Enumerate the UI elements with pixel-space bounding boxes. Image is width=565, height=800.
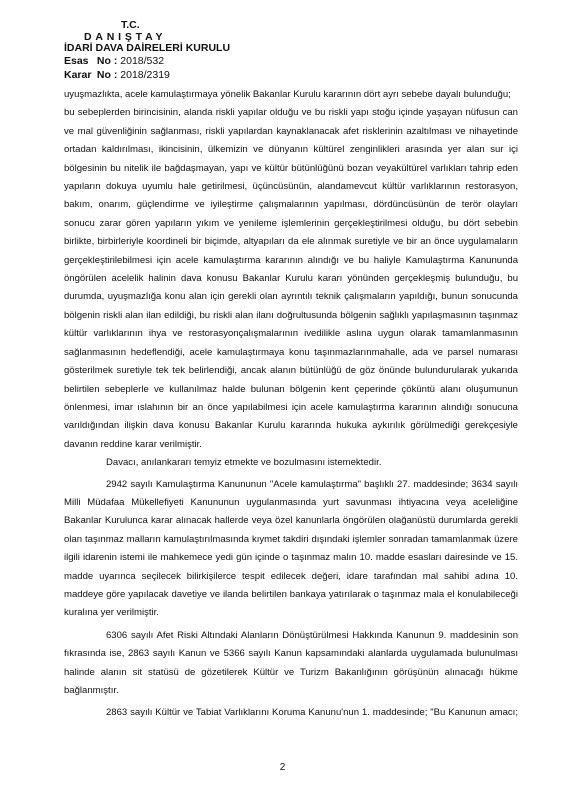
body-paragraph-5: 6306 sayılı Afet Riski Altındaki Alanların Dönüştürülmesi Hakkında Kanunun 9. maddesinin son fıkrasında ise, 2863 sayılı Kanun ve 5366 sayılı Kanun kapsamındaki alanlarda uygulamada bulunulması halinde alanın sit statüsü de gözetilerek Kültür ve Turizm Bakanlığının görüşünün alınacağı hükme bağlanmıştır. [64, 629, 518, 696]
header-danistay: DANIŞTAY [84, 31, 167, 43]
esas-no-label: No : [96, 55, 118, 67]
page-number: 2 [279, 762, 286, 773]
karar-number: 2018/2319 [120, 69, 170, 81]
body-paragraph-6: 2863 sayılı Kültür ve Tabiat Varlıklarını Koruma Kanunu'nun 1. maddesinde; "Bu Kanunun amacı; [106, 707, 518, 719]
document-body [64, 86, 518, 723]
esas-row [64, 55, 164, 67]
body-paragraph-4: 2942 sayılı Kamulaştırma Kanununun "Acele kamulaştırma" başlıklı 27. maddesinde; 3634 sayılı Milli Müdafaa Mükellefiyeti Kanununun uygulanmasında yurt savunması ihtiyacına veya aceleliğine Bakanlar Kurulunca karar alınacak hallerde veya özel kanunlarla öngörülen olağanüstü durumlarda gerekli olan taşınmaz malların kamulaştırılmasında kıymet takdiri dışındaki işlemler sonradan tamamlanmak üzere ilgili idarenin istemi ile mahkemece yedi gün içinde o taşınmaz malın 10. madde esasları dairesinde ve 15. madde uyarınca seçilecek bilirkişilerce tespit edilecek değeri, idare tarafından mal sahibi adına 10. maddeye göre yapılacak davetiye ve ilanda belirtilen bankaya yatırılarak o taşınmaz mala el konulabileceği kuralına yer verilmiştir. [64, 478, 518, 619]
header-kurul: İDARİ DAVA DAİRELERİ KURULU [64, 42, 231, 54]
body-paragraph-2: bu sebeplerden birincisinin, alanda riskli yapılar olduğu ve bu riskli yapı stoğu içinde yaşayan nüfusun can ve mal güvenliğinin sağlanması, riskli yapılardan kaynaklanacak afet risklerinin azaltılması ve nihayetinde ortadan kaldırılması, ikincisinin, ülkemizin ve dünyanın kültürel zenginlikleri arasında yer alan sur içi bölgesinin bu nitelik ile bağdaşmayan, yapı ve kültür bütünlüğünü bozan veyakültürel varlıkları tahrip eden yapıların dokuya uyumlu hale getirilmesi, üçüncüsünün, alandamevcut kültür varlıklarının restorasyon, bakım, onarım, güçlendirme ve iyileştirme çalışmalarının yapılması, dördüncüsünün de terör olayları sonucu zarar gören yapıların yıkım ve yenileme işlemlerinin gerçekleştirilmesi olduğu, bu dört sebebin birlikte, birbirleriyle koordineli bir biçimde, altyapıları da ele alınmak suretiyle ve bir an önce uygulamaların gerçekleştirilebilmesi için acele kamulaştırma kararının alındığı ve bu haliyle Kamulaştırma Kanununda öngörülen acelelik halinin dava konusu Bakanlar Kurulu kararı yönünden gerçekleşmiş bulunduğu, bu durumda, uyuşmazlığa konu alan için gerekli olan ayrıntılı teknik çalışmaların yapıldığı, bunun sonucunda bölgenin riskli alan ilan edildiği, bu riskli alan ilanı doğrultusunda bölgenin sağlıklı yapılaşmasının taşınmaz kültür varlıklarının ihya ve restorasyonçalışmalarının ivedilikle aslına uygun olarak tamamlanmasının sağlanmasının hedeflendiği, acele kamulaştırmaya konu taşınmazlarınmahalle, ada ve parsel numarası gösterilmek suretiyle tek tek belirlendiği, ancak alanın bütünlüğü de göz önünde bulundurularak yukarıda belirtilen sebeplerle ve kullanılmaz halde bulunan bölgenin kent çeperinde çöküntü alanı oluşumunun önlenmesi, imar ıslahının bir an önce yapılabilmesi için acele kamulaştırma kararının alındığı sonucuna varıldığından ilişkin dava konusu Bakanlar Kurulu kararında hukuka aykırılık görülmediği gerekçesiyle davanın reddine karar verilmiştir. [64, 107, 518, 450]
body-paragraph-3: Davacı, anılankararı temyiz etmekte ve bozulmasını istemektedir. [106, 457, 382, 469]
esas-number: 2018/532 [120, 55, 165, 67]
esas-label: Esas [64, 55, 89, 67]
header-tc: T.C. [121, 19, 140, 31]
body-paragraph-1: uyuşmazlıkta, acele kamulaştırmaya yönelik Bakanlar Kurulu kararının dört ayrı sebebe dayalı bulunduğu; [64, 89, 511, 100]
karar-no-label: No : [96, 69, 118, 81]
karar-row [64, 69, 170, 81]
karar-label: Karar [64, 69, 92, 81]
